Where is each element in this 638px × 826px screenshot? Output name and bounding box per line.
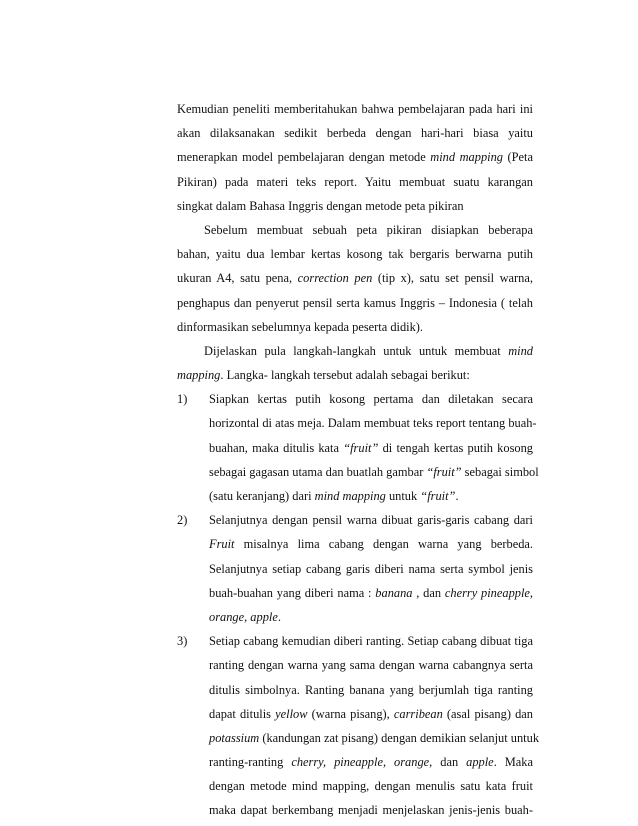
list-item-1 — [177, 387, 539, 508]
italic-term: cherry, pineapple, orange — [291, 755, 430, 770]
paragraph-2 — [177, 218, 533, 339]
text-line — [177, 750, 533, 774]
italic-term: apple — [466, 755, 494, 770]
paragraph-1 — [177, 97, 533, 218]
text-span: Setiap cabang kemudian diberi ranting. Setiap cabang dibuat tiga — [209, 634, 533, 649]
italic-term: “fruit” — [426, 464, 462, 479]
text-span: misalnya lima cabang dengan warna yang berbeda. — [234, 537, 533, 552]
italic-term: banana — [375, 585, 413, 600]
text-line: singkat dalam Bahasa Inggris dengan metode peta pikiran — [177, 198, 464, 213]
italic-term: mind — [508, 343, 533, 358]
text-line: ranting dengan warna yang sama dengan warna cabangnya serta — [209, 658, 533, 673]
text-span: (Peta — [502, 150, 533, 165]
text-line: akan dilaksanakan sedikit berbeda dengan hari-hari biasa yaitu — [177, 126, 533, 141]
text-span: (asal pisang) dan — [442, 706, 533, 721]
text-span: . Langka- langkah tersebut adalah sebagai berikut: — [220, 368, 470, 383]
text-span: buahan, maka ditulis kata — [209, 440, 344, 455]
list-number: 1) — [177, 392, 188, 407]
text-span: dapat ditulis — [209, 706, 276, 721]
text-span: . — [455, 489, 459, 503]
paragraph-3 — [177, 339, 533, 387]
text-line — [177, 532, 533, 556]
text-line: horizontal di atas meja. Dalam membuat teks report tentang buah- — [209, 416, 537, 431]
list-item-3 — [177, 629, 540, 823]
text-line — [177, 145, 533, 169]
text-line — [177, 702, 533, 726]
text-span: di tengah kertas putih kosong — [378, 440, 533, 455]
text-span: Siapkan kertas putih kosong pertama dan diletakan secara — [209, 392, 533, 407]
italic-term: potassium — [209, 730, 260, 745]
text-line — [177, 436, 533, 460]
italic-term: “fruit” — [343, 440, 379, 455]
text-line — [177, 726, 540, 750]
text-line: dinformasikan sebelumnya kepada peserta didik). — [177, 319, 424, 334]
italic-term: Fruit — [209, 537, 235, 552]
text-span: ukuran A4, satu pena, — [177, 271, 298, 286]
italic-term: yellow — [275, 706, 308, 721]
text-line — [177, 339, 533, 363]
text-line: Selanjutnya setiap cabang garis diberi nama serta symbol jenis — [209, 561, 533, 576]
italic-term: carribean — [393, 706, 443, 721]
text-span: (warna pisang), — [307, 706, 394, 721]
text-line: maka dapat berkembang menjadi menjelaskan jenis-jenis buah- — [209, 803, 533, 818]
text-span: . — [277, 609, 281, 624]
text-line: dengan metode mind mapping, dengan menulis satu kata fruit — [209, 779, 533, 794]
text-line — [177, 581, 533, 605]
list-number: 3) — [177, 634, 188, 649]
text-span: untuk — [385, 489, 421, 503]
italic-term: “fruit” — [420, 489, 456, 503]
text-line — [177, 266, 533, 290]
document-page — [177, 97, 540, 823]
text-span: Dijelaskan pula langkah-langkah untuk untuk membuat — [204, 343, 509, 358]
italic-term: mind mapping — [314, 489, 386, 503]
text-line — [177, 629, 533, 653]
text-span: , dan — [412, 585, 445, 600]
text-span: , dan — [429, 755, 467, 770]
text-line: ditulis simbolnya. Ranting banana yang berjumlah tiga ranting — [209, 682, 533, 697]
text-line: Sebelum membuat sebuah peta pikiran disiapkan beberapa — [204, 222, 533, 237]
text-line — [177, 605, 533, 629]
text-line: Pikiran) pada materi teks report. Yaitu membuat suatu karangan — [177, 174, 533, 189]
text-line — [177, 387, 533, 411]
text-span: buah-buahan yang diberi nama : — [209, 585, 376, 600]
list-item-2 — [177, 508, 533, 629]
italic-term: cherry pineapple, — [444, 585, 533, 600]
text-line — [177, 508, 533, 532]
text-span: . Maka — [493, 755, 533, 770]
italic-term: correction pen — [297, 271, 373, 286]
text-line: penghapus dan penyerut pensil serta kamus Inggris – Indonesia ( telah — [177, 295, 533, 310]
text-line — [177, 460, 539, 484]
text-line: bahan, yaitu dua lembar kertas kosong tak bergaris berwarna putih — [177, 247, 533, 262]
text-span: sebagai simbol — [461, 464, 539, 479]
text-span: menerapkan model pembelajaran dengan metode — [177, 150, 431, 165]
italic-term: orange, apple — [209, 609, 278, 624]
text-span: sebagai gagasan utama dan buatlah gambar — [209, 464, 427, 479]
list-number: 2) — [177, 513, 188, 528]
italic-term: mapping — [177, 368, 221, 383]
italic-term: mind mapping — [430, 150, 503, 165]
text-line: Kemudian peneliti memberitahukan bahwa pembelajaran pada hari ini — [177, 102, 533, 116]
text-span: ranting-ranting — [209, 755, 292, 770]
text-span: (tip x), satu set pensil warna, — [372, 271, 533, 286]
text-line — [177, 363, 533, 387]
text-span: (kandungan zat pisang) dengan demikian selanjut untuk — [259, 730, 540, 745]
text-line — [177, 484, 533, 508]
text-span: Selanjutnya dengan pensil warna dibuat garis-garis cabang dari — [209, 513, 533, 528]
text-span: (satu keranjang) dari — [209, 489, 315, 503]
